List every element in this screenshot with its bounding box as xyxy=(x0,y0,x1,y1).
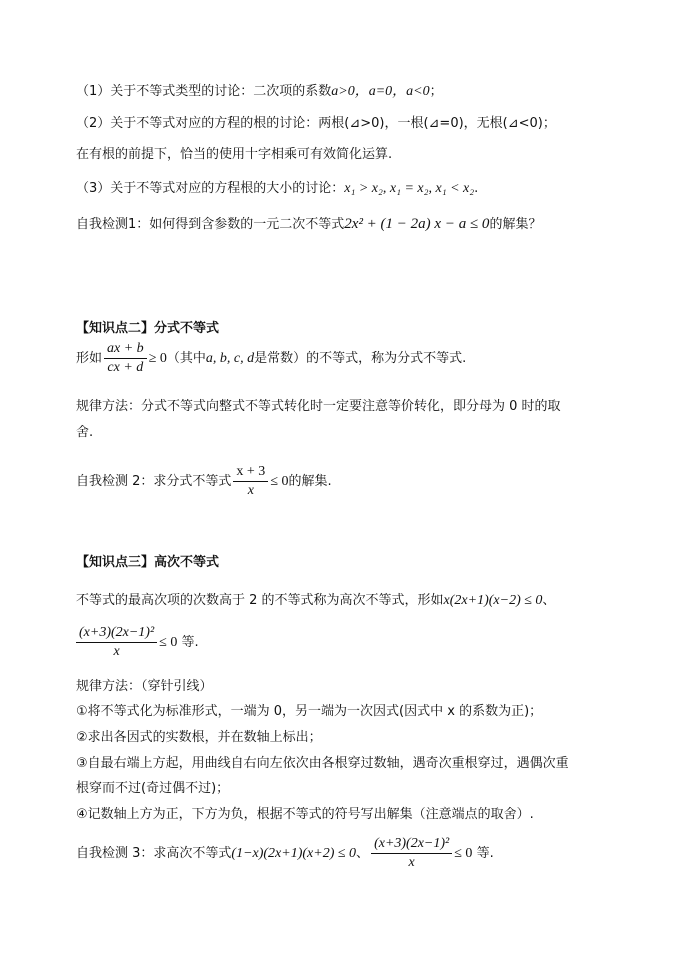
high-degree-example: $\frac{\text{(x+3)(2x−1)²}}{x}$ ≤ 0 等. xyxy=(76,624,199,661)
section-2-heading: 【知识点二】分式不等式 xyxy=(76,321,220,336)
high-degree-definition: 不等式的最高次项的次数高于 2 的不等式称为高次不等式，形如x(2x+1)(x−2) ≤ 0、 xyxy=(76,593,556,608)
self-check-3: 自我检测 3：求高次不等式(1−x)(2x+1)(x+2) ≤ 0、 $\frac{\text{(x+3)(2x−1)²}}{x}$ ≤ 0 等. xyxy=(76,836,494,870)
step-3-line-2: 根穿而不过(奇过偶不过)； xyxy=(76,781,230,796)
example-fraction: $\frac{\text{(x+3)(2x−1)²}}{x}$ xyxy=(76,624,157,661)
step-4: ④记数轴上方为正，下方为负，根据不等式的符号写出解集（注意端点的取舍）. xyxy=(76,807,534,822)
item-2-note: 在有根的前提下，恰当的使用十字相乘可有效简化运算. xyxy=(76,147,393,162)
check2-fraction: $\frac{x + 3}{x}$ xyxy=(233,463,268,500)
fraction-definition: 形如 $\frac{ax + b}{cx + d}$ ≥ 0（其中a, b, c, d是常数）的不等式，称为分式不等式. xyxy=(76,341,467,375)
item-1: （1）关于不等式类型的讨论：二次项的系数a>0，a=0，a<0； xyxy=(76,84,443,99)
self-check-2: 自我检测 2：求分式不等式 $\frac{x + 3}{x}$ ≤ 0的解集. xyxy=(76,464,332,498)
step-2: ②求出各因式的实数根，并在数轴上标出； xyxy=(76,730,322,745)
check3-inequality: (1−x)(2x+1)(x+2) ≤ 0 xyxy=(231,846,357,861)
item-2: （2）关于不等式对应的方程的根的讨论：两根(⊿>0)，一根(⊿=0)，无根(⊿<0)； xyxy=(76,116,556,131)
check3-fraction: $\frac{\text{(x+3)(2x−1)²}}{x}$ xyxy=(371,835,452,872)
root-order-cases: x₁ > x₂, x₁ = x₂, x₁ < x₂ xyxy=(344,181,475,196)
section-3-heading: 【知识点三】高次不等式 xyxy=(76,555,220,570)
coef-cases: a>0，a=0，a<0 xyxy=(331,84,430,99)
rule-line-2: 舍. xyxy=(76,425,94,440)
step-3-line-1: ③自最右端上方起，用曲线自右向左依次由各根穿过数轴，遇奇次重根穿过，遇偶次重 xyxy=(76,756,569,771)
rule-line-1: 规律方法：分式不等式向整式不等式转化时一定要注意等价转化，即分母为 0 时的取 xyxy=(76,399,561,414)
item-3: （3）关于不等式对应的方程根的大小的讨论：x₁ > x₂, x₁ = x₂, x₁ < x₂. xyxy=(76,181,479,196)
fraction-expression: $\frac{ax + b}{cx + d}$ xyxy=(104,340,147,377)
self-check-1: 自我检测1：如何得到含参数的一元二次不等式2x² + (1 − 2a) x − a ≤ 0的解集？ xyxy=(76,216,542,232)
check1-inequality: 2x² + (1 − 2a) x − a ≤ 0 xyxy=(344,216,490,232)
rule-title: 规律方法：（穿针引线） xyxy=(76,679,213,694)
step-1: ①将不等式化为标准形式，一端为 0，另一端为一次因式(因式中 x 的系数为正)； xyxy=(76,704,543,719)
